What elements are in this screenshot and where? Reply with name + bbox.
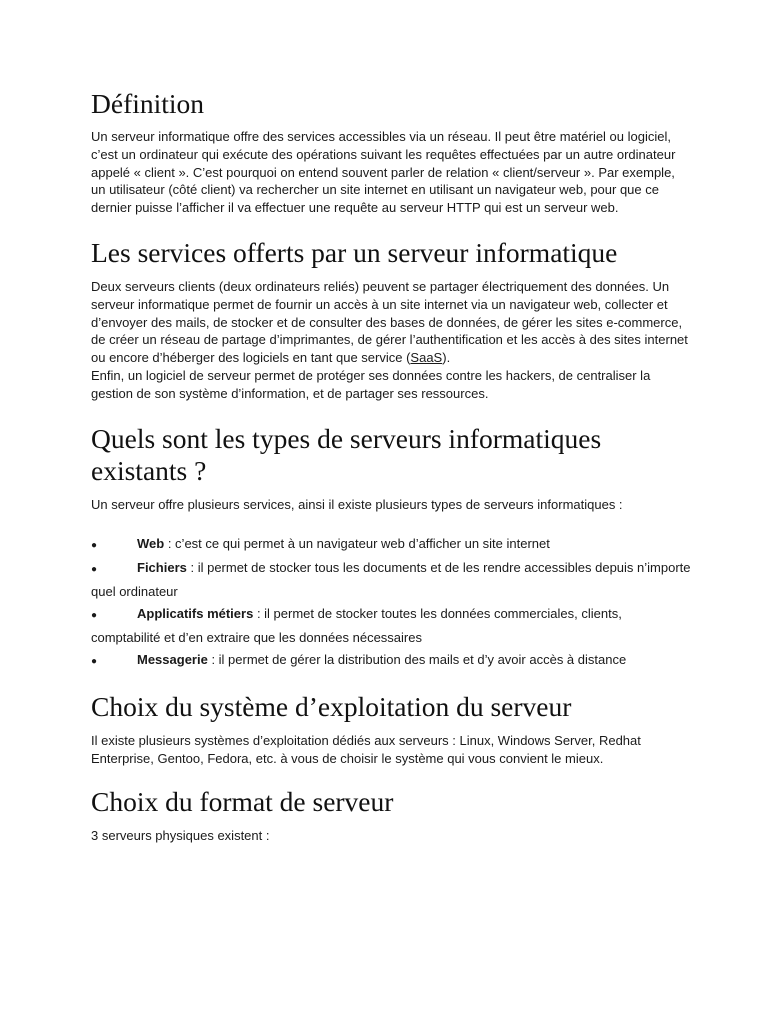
bullet-icon: ● (91, 540, 98, 552)
bullet-icon: ● (91, 610, 98, 622)
list-item (91, 649, 691, 673)
list-item (91, 533, 691, 557)
document-content (91, 84, 691, 845)
list-item-desc: : il permet de stocker tous les documents et de les rendre accessibles depuis n’importe quel ordinateur (91, 560, 691, 600)
services-text-end: ). (442, 350, 451, 366)
list-item-term: Applicatifs métiers (137, 606, 254, 622)
list-item-term: Web (137, 536, 165, 552)
heading-services: Les services offerts par un serveur informatique (91, 236, 618, 268)
list-item-desc: : il permet de gérer la distribution des mails et d’y avoir accès à distance (207, 652, 627, 668)
list-item (91, 603, 691, 649)
list-item-term: Fichiers (137, 560, 187, 576)
list-item-desc: : il permet de stocker toutes les données commerciales, clients, comptabilité et d’en extraire que les données nécessaires (91, 606, 622, 646)
paragraph-definition: Un serveur informatique offre des services accessibles via un réseau. Il peut être matériel ou logiciel, c’est un ordinateur qui exécute des opérations suivant les requêtes effectuées par un autre ordinateur appelé « client ». C’est pourquoi on entend souvent parler de relation « client/serveur ». Par exemple, un utilisateur (côté client) va rechercher un site internet en utilisant un navigateur web, pour que ce dernier puisse l’afficher il va effectuer une requête au serveur HTTP qui est un serveur web. (91, 129, 676, 216)
services-text: Deux serveurs clients (deux ordinateurs reliés) peuvent se partager électriquement des données. Un serveur informatique permet de fournir un accès à un site internet via un navigateur web, collecter et d’envoyer des mails, de stocker et de consulter des bases de données, de gérer les sites e-commerce, de créer un réseau de partage d’imprimantes, de gérer l’authentification et les accès à des sites internet ou encore d’héberger des logiciels en tant que service ( (91, 278, 688, 366)
paragraph-os: Il existe plusieurs systèmes d’exploitation dédiés aux serveurs : Linux, Windows Server, Redhat Enterprise, Gentoo, Fedora, etc. à vous de choisir le système qui vous convient le mieux. (91, 733, 641, 767)
list-item-term: Messagerie (137, 652, 208, 668)
paragraph-services-2: Enfin, un logiciel de serveur permet de protéger ses données contre les hackers, de centraliser la gestion de son système d’information, et de partager ses ressources. (91, 367, 651, 401)
heading-os: Choix du système d’exploitation du serveur (91, 691, 572, 723)
list-item (91, 557, 691, 603)
list-item-desc: : c’est ce qui permet à un navigateur web d’afficher un site internet (164, 536, 550, 552)
paragraph-format: 3 serveurs physiques existent : (91, 827, 270, 843)
paragraph-types-intro: Un serveur offre plusieurs services, ainsi il existe plusieurs types de serveurs informatiques : (91, 496, 623, 512)
heading-format: Choix du format de serveur (91, 785, 394, 817)
heading-definition: Définition (91, 88, 205, 119)
saas-link[interactable]: SaaS (410, 350, 443, 366)
server-types-list (91, 533, 691, 673)
bullet-icon: ● (91, 564, 98, 576)
paragraph-services (91, 278, 691, 367)
heading-types: Quels sont les types de serveurs informatiques existants ? (91, 422, 602, 486)
bullet-icon: ● (91, 656, 98, 668)
